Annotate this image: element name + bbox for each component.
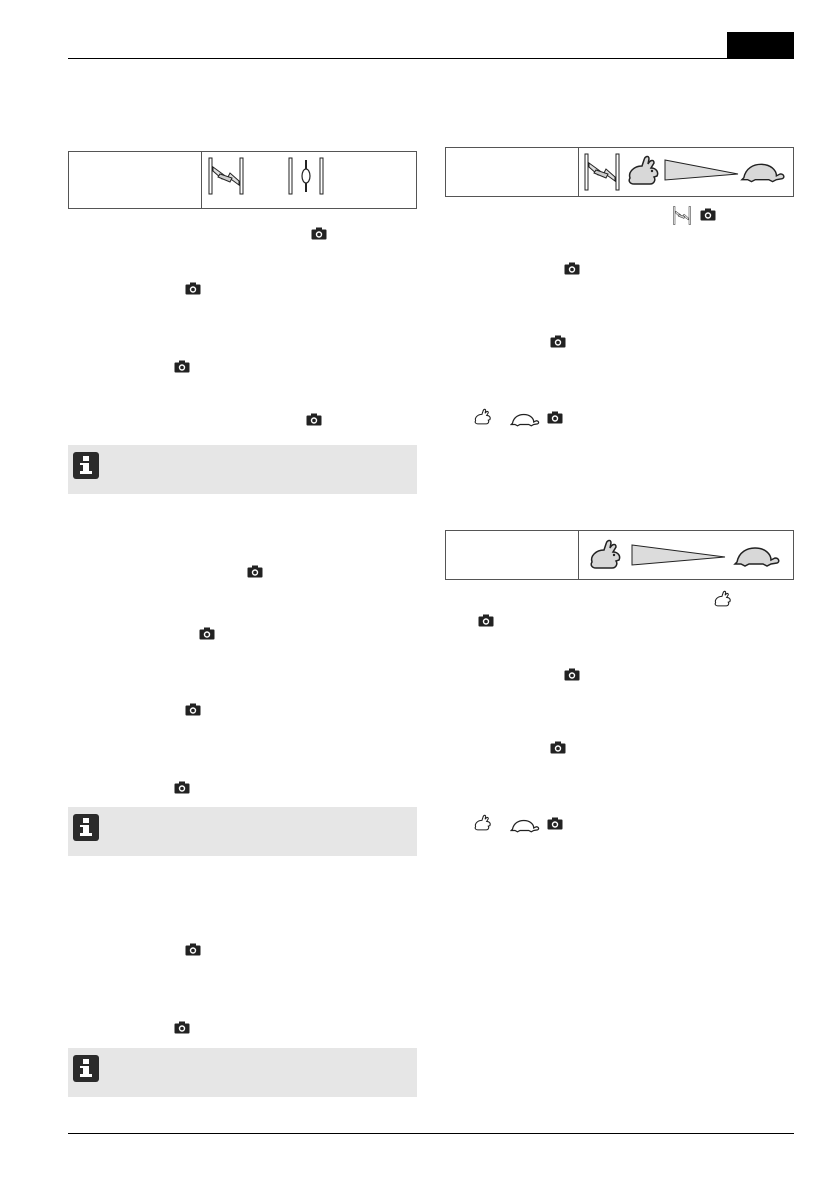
turtle-small-icon (510, 818, 540, 833)
valve-center-icon (288, 157, 324, 195)
camera-icon (306, 413, 322, 426)
rabbit-icon (586, 537, 626, 573)
rabbit-small-icon (712, 590, 734, 608)
footer-rule (68, 1133, 794, 1134)
header-tab (727, 32, 794, 59)
rabbit-small-icon (472, 814, 494, 832)
info-icon (73, 452, 99, 479)
camera-icon (247, 565, 263, 578)
rabbit-small-icon (472, 408, 494, 426)
camera-icon (564, 668, 580, 681)
valve-closing-icon (584, 153, 620, 191)
camera-icon (185, 282, 201, 295)
camera-icon (700, 208, 716, 221)
camera-icon (547, 411, 563, 424)
rabbit-icon (624, 154, 664, 188)
right-speed-box-two (445, 530, 794, 580)
turtle-icon (732, 544, 782, 568)
camera-icon (550, 741, 566, 754)
info-icon (73, 1055, 99, 1082)
camera-icon (550, 335, 566, 348)
turtle-small-icon (510, 412, 540, 427)
info-note (68, 1048, 417, 1097)
camera-icon (185, 943, 201, 956)
info-note (68, 445, 417, 494)
camera-icon (174, 1021, 190, 1034)
camera-icon (478, 614, 494, 627)
speed-ramp-icon (664, 158, 740, 182)
camera-icon (547, 817, 563, 830)
header-rule (68, 58, 794, 59)
camera-icon (174, 781, 190, 794)
camera-icon (185, 703, 201, 716)
left-top-box (68, 151, 417, 209)
camera-icon (311, 227, 327, 240)
camera-icon (174, 360, 190, 373)
turtle-icon (740, 160, 786, 184)
speed-ramp-icon (631, 543, 727, 567)
camera-icon (199, 627, 215, 640)
valve-closing-small-icon (673, 206, 691, 225)
camera-icon (564, 262, 580, 275)
info-icon (73, 814, 99, 841)
valve-closing-icon (208, 157, 244, 195)
right-speed-box-one (445, 147, 794, 197)
info-note (68, 807, 417, 856)
